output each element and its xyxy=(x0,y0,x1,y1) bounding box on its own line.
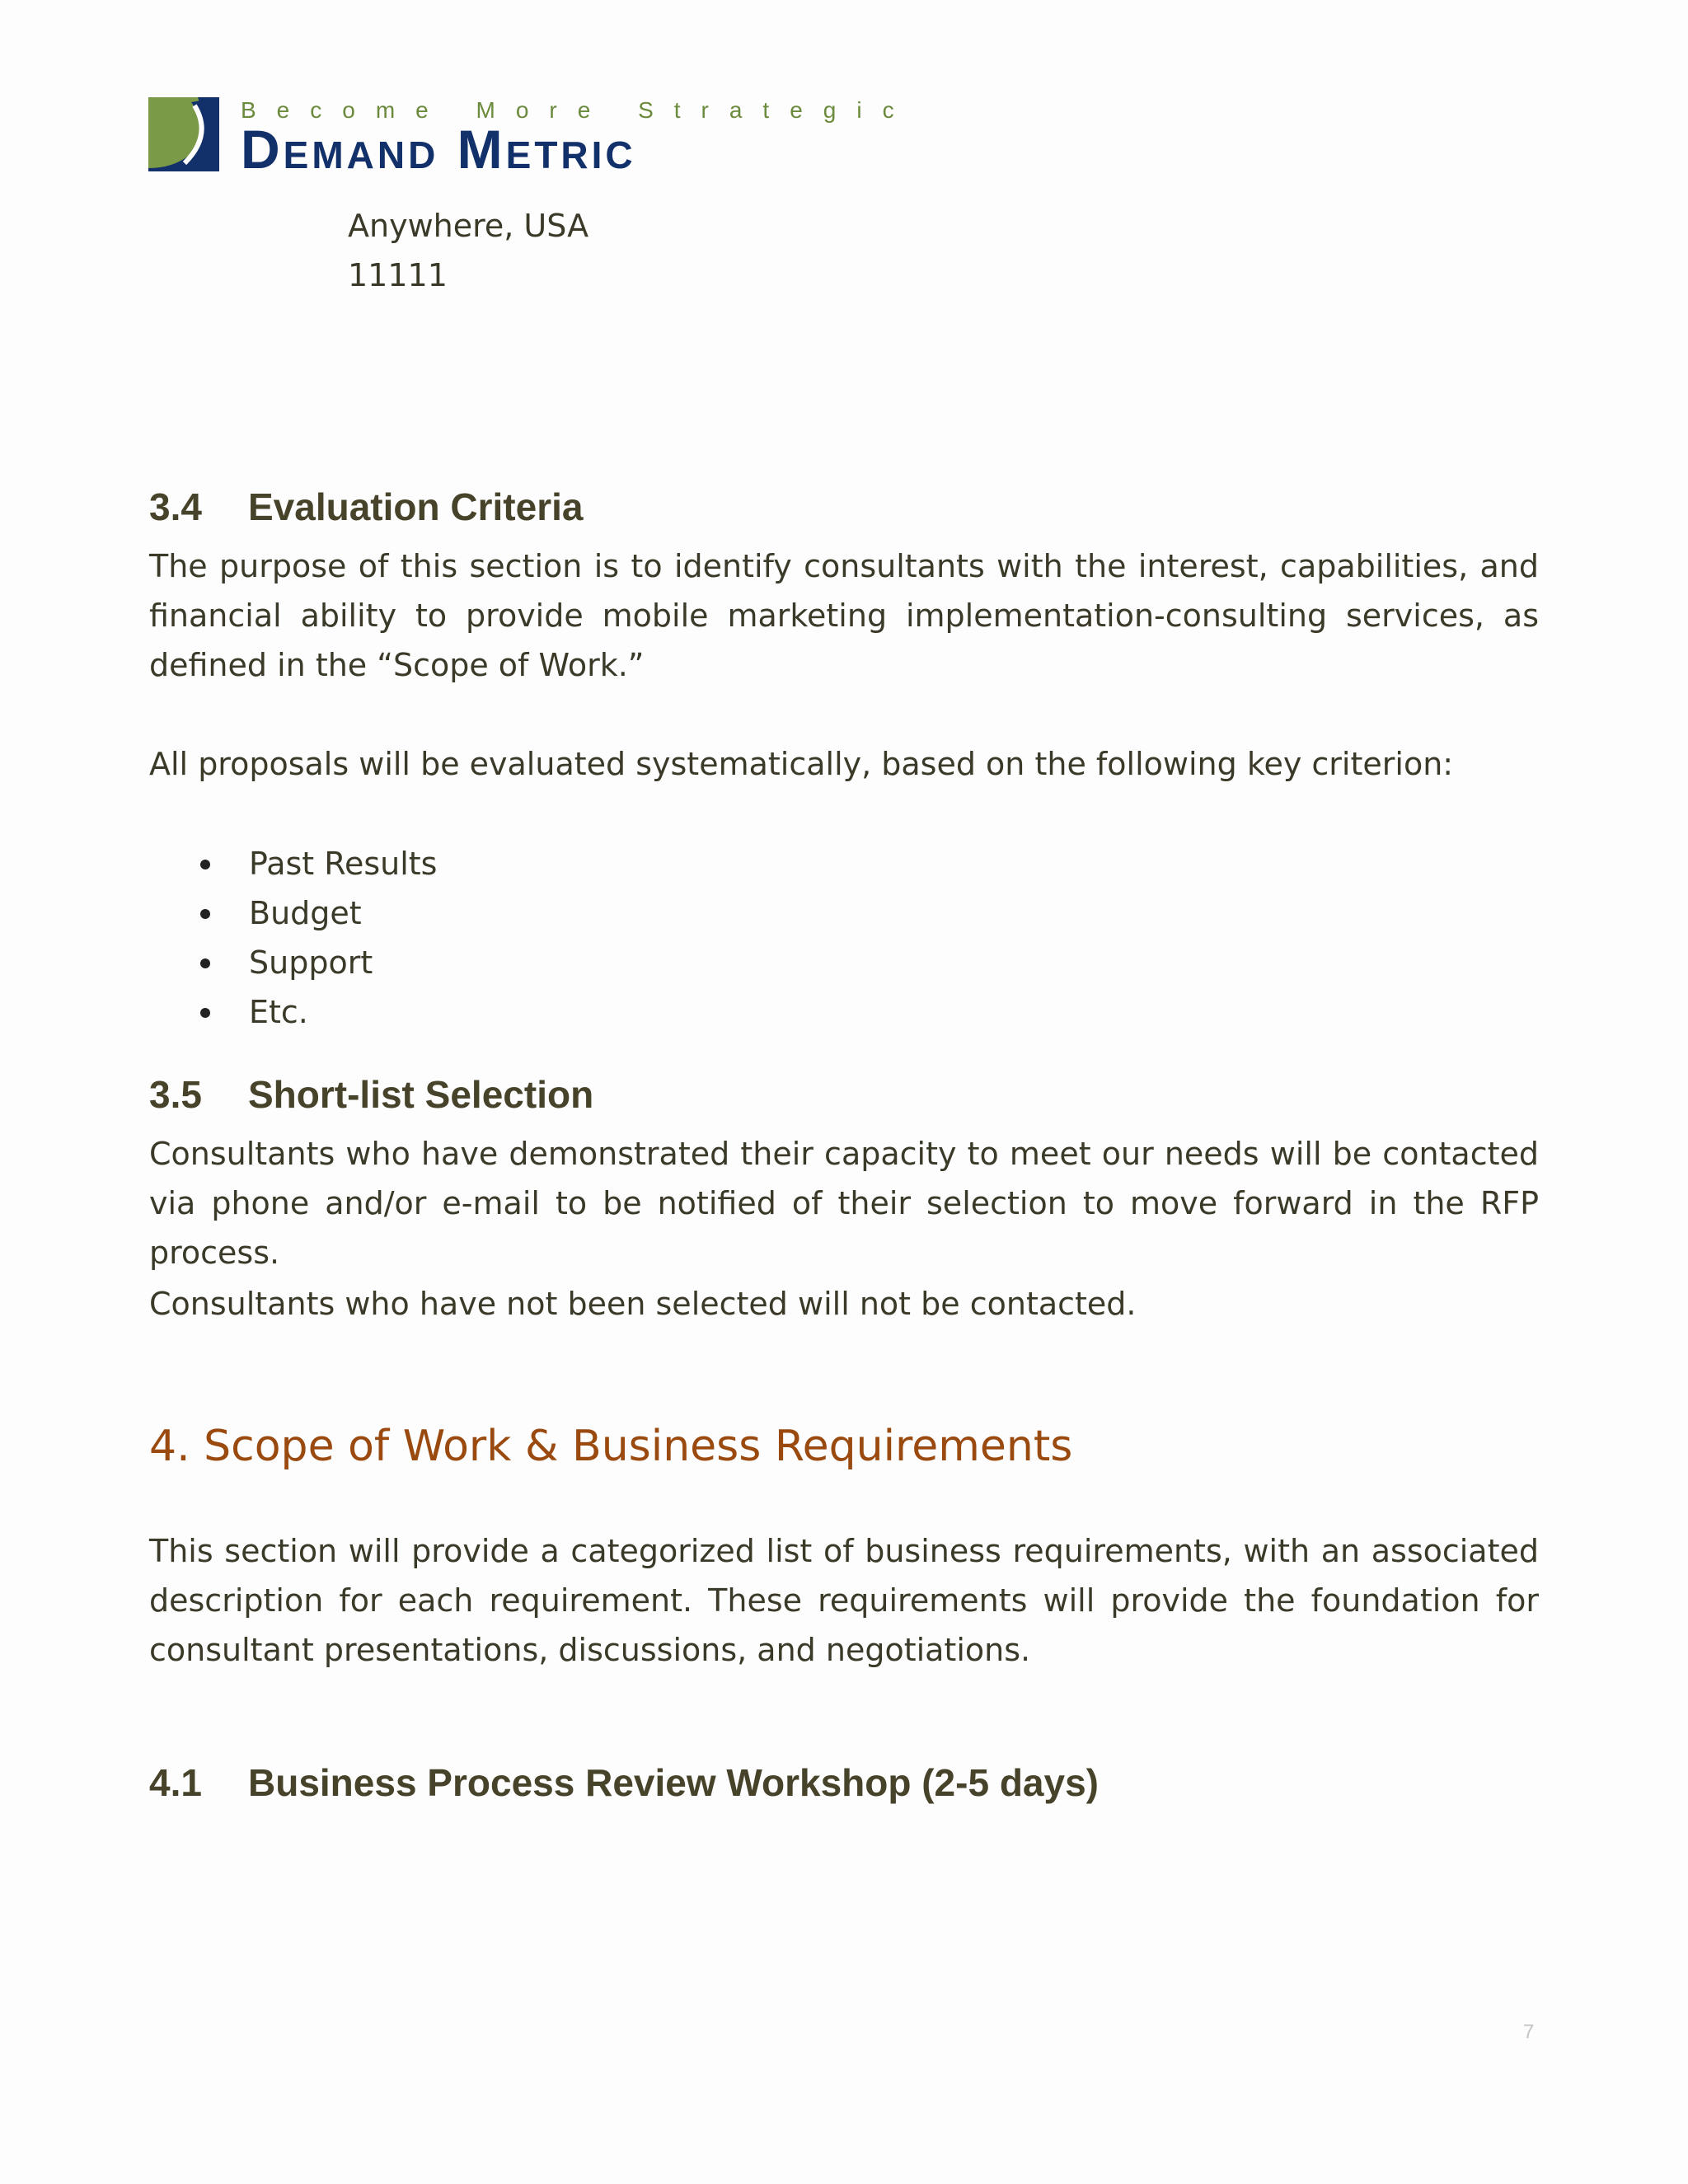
address-block xyxy=(348,201,588,300)
heading-business-process-review xyxy=(149,1761,1099,1804)
heading-title: Business Process Review Workshop (2-5 days) xyxy=(248,1761,1099,1804)
paragraph-text: Consultants who have demonstrated their capacity to meet our needs will be contacted via phone and/or e-mail to be notified of their selection to move forward in the RFP process. xyxy=(149,1136,1539,1271)
list-item-text: Etc. xyxy=(249,994,308,1030)
paragraph-text: This section will provide a categorized list of business requirements, with an associated description for each requirement. These requirements will provide the foundation for consultant presentations, discussions, and negotiations. xyxy=(149,1533,1539,1668)
evaluation-purpose-paragraph xyxy=(149,541,1539,690)
list-item xyxy=(149,987,437,1037)
paragraph-text: All proposals will be evaluated systematically, based on the following key criterion: xyxy=(149,746,1454,782)
list-item xyxy=(149,839,437,888)
short-list-paragraph xyxy=(149,1129,1539,1277)
list-item xyxy=(149,938,437,987)
heading-short-list-selection xyxy=(149,1073,594,1116)
list-item xyxy=(149,888,437,938)
demand-metric-logo xyxy=(148,97,915,180)
logo-name: Demand Metric xyxy=(241,119,636,180)
list-item-text: Budget xyxy=(249,895,362,931)
page-number: 7 xyxy=(1523,2021,1535,2043)
bullet-icon xyxy=(200,1008,210,1018)
logo-tagline: Become More Strategic xyxy=(241,97,915,123)
heading-title: Short-list Selection xyxy=(248,1073,594,1116)
scope-paragraph xyxy=(149,1526,1539,1675)
heading-number: 3.4 xyxy=(149,485,202,528)
heading-evaluation-criteria xyxy=(149,485,584,528)
heading-scope-of-work: 4. Scope of Work & Business Requirements xyxy=(149,1422,1073,1471)
address-line-2: 11111 xyxy=(348,257,448,293)
paragraph-text: The purpose of this section is to identify consultants with the interest, capabilities, and financial ability to provide mobile marketing implementation-consulting services, as defined in the “Scope of Work.” xyxy=(149,548,1539,683)
paragraph-text: Consultants who have not been selected will not be contacted. xyxy=(149,1286,1137,1322)
evaluation-method-paragraph xyxy=(149,739,1539,789)
logo-mark-icon xyxy=(148,97,219,171)
criteria-list xyxy=(149,839,437,1037)
list-item-text: Past Results xyxy=(249,846,438,882)
bullet-icon xyxy=(200,958,210,968)
address-line-1: Anywhere, USA xyxy=(348,208,589,244)
heading-number: 4.1 xyxy=(149,1761,202,1804)
heading-number: 3.5 xyxy=(149,1073,202,1116)
bullet-icon xyxy=(200,860,210,869)
heading-title: Evaluation Criteria xyxy=(248,485,584,528)
not-selected-paragraph xyxy=(149,1279,1539,1329)
list-item-text: Support xyxy=(249,944,373,981)
bullet-icon xyxy=(200,909,210,919)
